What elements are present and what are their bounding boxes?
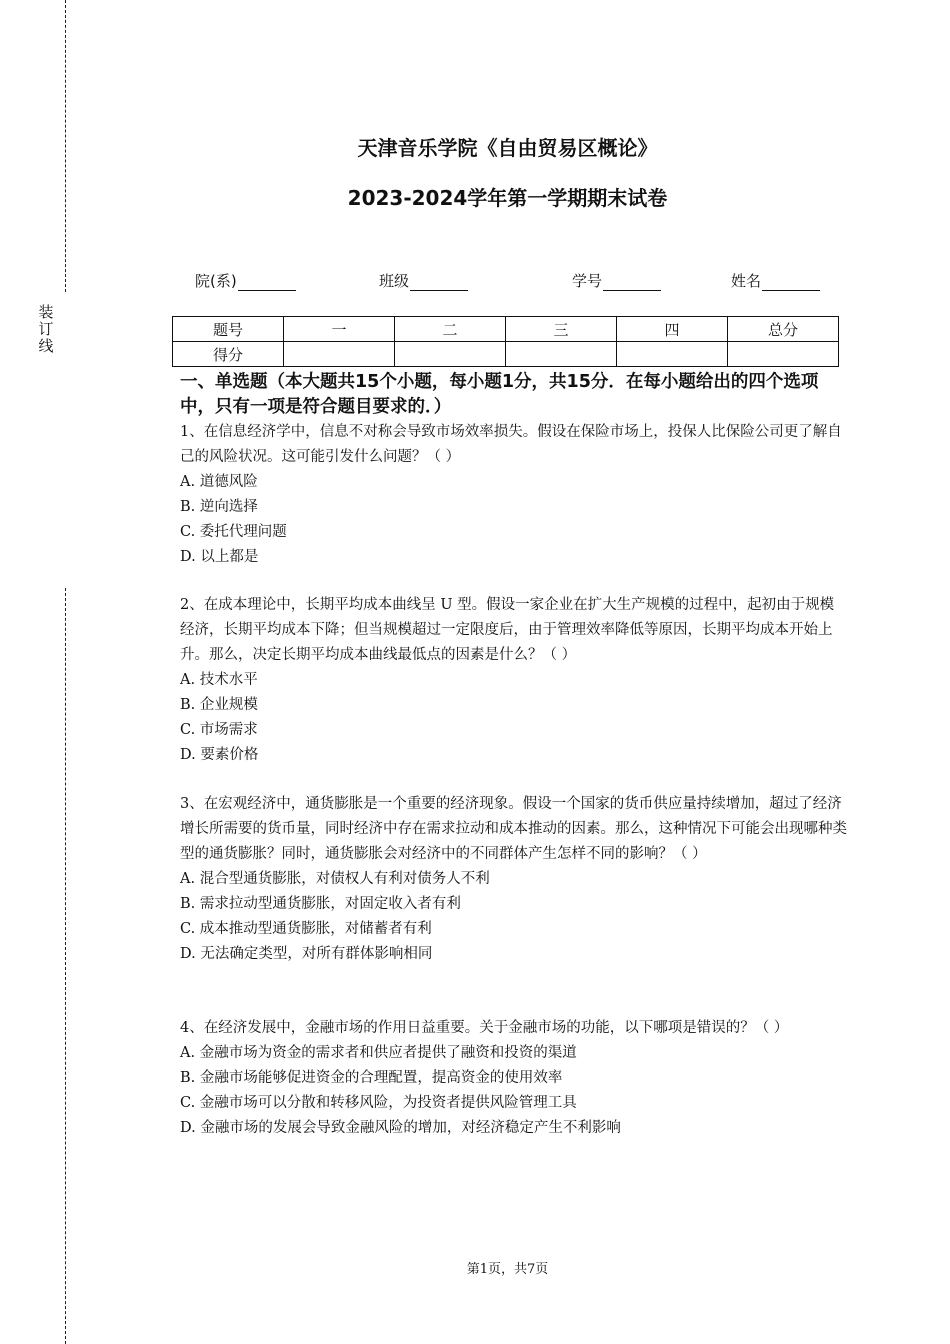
section-title: 一、单选题（本大题共15个小题，每小题1分，共15分．在每小题给出的四个选项中，只有一项是符合题目要求的．）	[180, 372, 819, 417]
score-table-score-row	[173, 342, 839, 367]
option-d: D. 无法确定类型，对所有群体影响相同	[180, 946, 433, 962]
class-field[interactable]	[379, 270, 468, 291]
score-header-cell: 二	[395, 317, 506, 342]
score-cell[interactable]	[728, 342, 839, 367]
question-stem: 2、在成本理论中，长期平均成本曲线呈 U 型。假设一家企业在扩大生产规模的过程中，起初由于规模经济，长期平均成本下降；但当规模超过一定限度后，由于管理效率降低等原因，长期平均成本开始上升。那么，决定长期平均成本曲线最低点的因素是什么？（ ）	[180, 597, 835, 663]
option-a: A. 金融市场为资金的需求者和供应者提供了融资和投资的渠道	[180, 1045, 577, 1061]
binding-label-char: 装	[38, 303, 54, 321]
class-blank[interactable]	[410, 274, 468, 291]
binding-dashed-line-bottom	[65, 588, 66, 1344]
score-table	[172, 316, 839, 367]
binding-label	[36, 304, 56, 355]
exam-title-line1: 天津音乐学院《自由贸易区概论》	[357, 136, 658, 160]
student-id-label: 学号	[572, 272, 603, 290]
option-c: C. 金融市场可以分散和转移风险，为投资者提供风险管理工具	[180, 1095, 577, 1111]
student-id-field[interactable]	[572, 270, 661, 291]
score-cell[interactable]	[617, 342, 728, 367]
score-cell[interactable]	[395, 342, 506, 367]
binding-label-char: 订	[38, 320, 54, 338]
question-stem: 4、在经济发展中，金融市场的作用日益重要。关于金融市场的功能，以下哪项是错误的？（ ）	[180, 1020, 789, 1036]
class-label: 班级	[379, 272, 410, 290]
department-blank[interactable]	[238, 274, 296, 291]
binding-label-char: 线	[38, 337, 54, 355]
question-4	[180, 1016, 848, 1141]
option-a: A. 技术水平	[180, 672, 258, 688]
score-row-label: 得分	[173, 342, 284, 367]
score-header-cell: 四	[617, 317, 728, 342]
department-field[interactable]	[195, 270, 296, 291]
option-d: D. 金融市场的发展会导致金融风险的增加，对经济稳定产生不利影响	[180, 1120, 621, 1136]
option-c: C. 市场需求	[180, 722, 258, 738]
option-b: B. 企业规模	[180, 697, 258, 713]
exam-title-line2: 2023-2024学年第一学期期末试卷	[347, 186, 668, 210]
option-a: A. 混合型通货膨胀，对债权人有利对债务人不利	[180, 871, 490, 887]
score-table-header-row	[173, 317, 839, 342]
question-stem: 3、在宏观经济中，通货膨胀是一个重要的经济现象。假设一个国家的货币供应量持续增加，超过了经济增长所需要的货币量，同时经济中存在需求拉动和成本推动的因素。那么，这种情况下可能会出现哪种类型的通货膨胀？同时，通货膨胀会对经济中的不同群体产生怎样不同的影响？（ ）	[180, 796, 847, 862]
student-id-blank[interactable]	[603, 274, 661, 291]
option-a: A. 道德风险	[180, 474, 258, 490]
name-blank[interactable]	[762, 274, 820, 291]
name-field[interactable]	[731, 270, 820, 291]
option-c: C. 成本推动型通货膨胀，对储蓄者有利	[180, 921, 432, 937]
score-header-cell: 总分	[728, 317, 839, 342]
score-header-cell: 三	[506, 317, 617, 342]
option-d: D. 以上都是	[180, 549, 259, 565]
score-header-cell: 题号	[173, 317, 284, 342]
page-number: 第1页，共7页	[466, 1262, 549, 1277]
question-stem: 1、在信息经济学中，信息不对称会导致市场效率损失。假设在保险市场上，投保人比保险公司更了解自己的风险状况。这可能引发什么问题？（ ）	[180, 424, 842, 465]
question-1	[180, 420, 848, 570]
option-c: C. 委托代理问题	[180, 524, 287, 540]
question-2	[180, 593, 848, 768]
department-label: 院(系)	[195, 272, 237, 290]
score-cell[interactable]	[284, 342, 395, 367]
option-b: B. 金融市场能够促进资金的合理配置，提高资金的使用效率	[180, 1070, 563, 1086]
name-label: 姓名	[731, 272, 762, 290]
option-b: B. 逆向选择	[180, 499, 258, 515]
option-d: D. 要素价格	[180, 747, 259, 763]
question-3	[180, 792, 848, 967]
score-header-cell: 一	[284, 317, 395, 342]
score-cell[interactable]	[506, 342, 617, 367]
student-info-row	[195, 270, 835, 294]
option-b: B. 需求拉动型通货膨胀，对固定收入者有利	[180, 896, 461, 912]
